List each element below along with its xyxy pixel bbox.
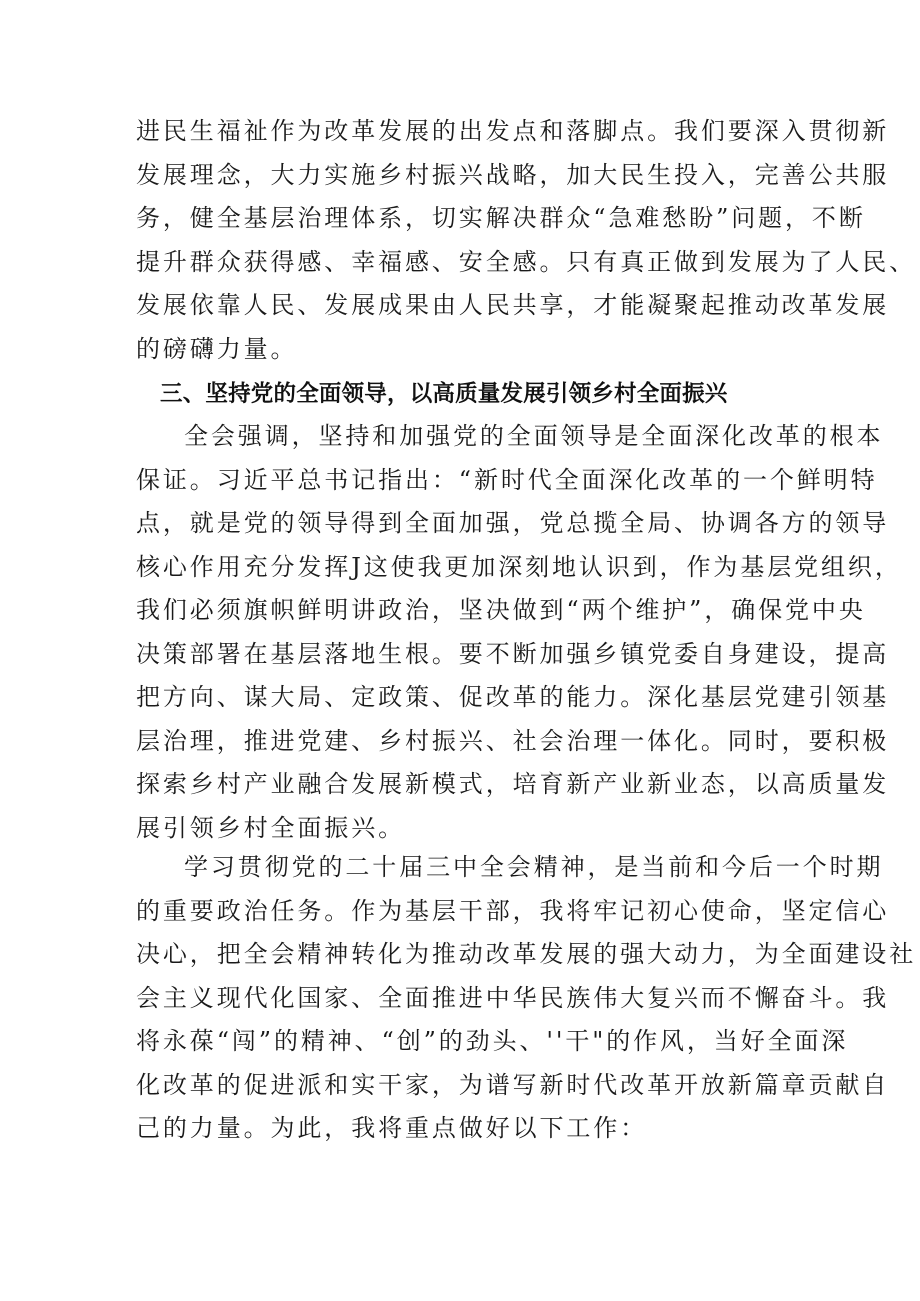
paragraph-line: 点，就是党的领导得到全面加强，党总揽全局、协调各方的领导 — [136, 509, 890, 537]
paragraph-line: 保证。习近平总书记指出：“新时代全面深化改革的一个鲜明特 — [136, 465, 878, 494]
paragraph-line: 核心作用充分发挥J这使我更加深刻地认识到，作为基层党组织， — [136, 552, 902, 581]
paragraph-line: 会主义现代化国家、全面推进中华民族伟大复兴而不懈奋斗。我 — [136, 983, 890, 1012]
paragraph-line: 决策部署在基层落地生根。要不断加强乡镇党委自身建设，提高 — [136, 639, 890, 668]
paragraph-line: 全会强调，坚持和加强党的全面领导是全面深化改革的根本 — [184, 422, 884, 450]
section-heading-three: 三、坚持党的全面领导，以高质量发展引领乡村全面振兴 — [160, 381, 728, 407]
paragraph-party-leadership — [136, 415, 902, 850]
paragraph-line: 发展依靠人民、发展成果由人民共享，才能凝聚起推动改革发展 — [136, 291, 890, 319]
paragraph-line: 学习贯彻党的二十届三中全会精神，是当前和今后一个时期 — [184, 853, 884, 881]
paragraph-line: 的重要政治任务。作为基层干部，我将牢记初心使命，坚定信心 — [136, 896, 890, 925]
paragraph-people-wellbeing — [136, 110, 917, 371]
paragraph-study-plenary — [136, 846, 917, 1151]
paragraph-line: 进民生福祉作为改革发展的出发点和落脚点。我们要深入贯彻新 — [136, 117, 890, 145]
paragraph-line: 层治理，推进党建、乡村振兴、社会治理一体化。同时，要积极 — [136, 726, 890, 755]
paragraph-line: 展引领乡村全面振兴。 — [136, 813, 405, 842]
paragraph-line: 务，健全基层治理体系，切实解决群众“急难愁盼”问题，不断 — [136, 204, 866, 232]
paragraph-line: 把方向、谋大局、定政策、促改革的能力。深化基层党建引领基 — [136, 683, 890, 711]
paragraph-line: 将永葆“闯”的精神、“创”的劲头、''干"的作风，当好全面深 — [136, 1027, 849, 1055]
paragraph-line: 发展理念，大力实施乡村振兴战略，加大民生投入，完善公共服 — [136, 160, 890, 189]
paragraph-line: 探索乡村产业融合发展新模式，培育新产业新业态，以高质量发 — [136, 770, 890, 798]
paragraph-line: 我们必须旗帜鲜明讲政治，坚决做到“两个维护”，确保党中央 — [136, 596, 866, 624]
paragraph-line: 决心，把全会精神转化为推动改革发展的强大动力，为全面建设社 — [136, 940, 917, 968]
paragraph-line: 的磅礴力量。 — [136, 334, 298, 363]
paragraph-line: 己的力量。为此，我将重点做好以下工作： — [136, 1114, 648, 1142]
paragraph-line: 提升群众获得感、幸福感、安全感。只有真正做到发展为了人民、 — [136, 247, 917, 276]
paragraph-line: 化改革的促进派和实干家，为谱写新时代改革开放新篇章贡献自 — [136, 1070, 890, 1099]
